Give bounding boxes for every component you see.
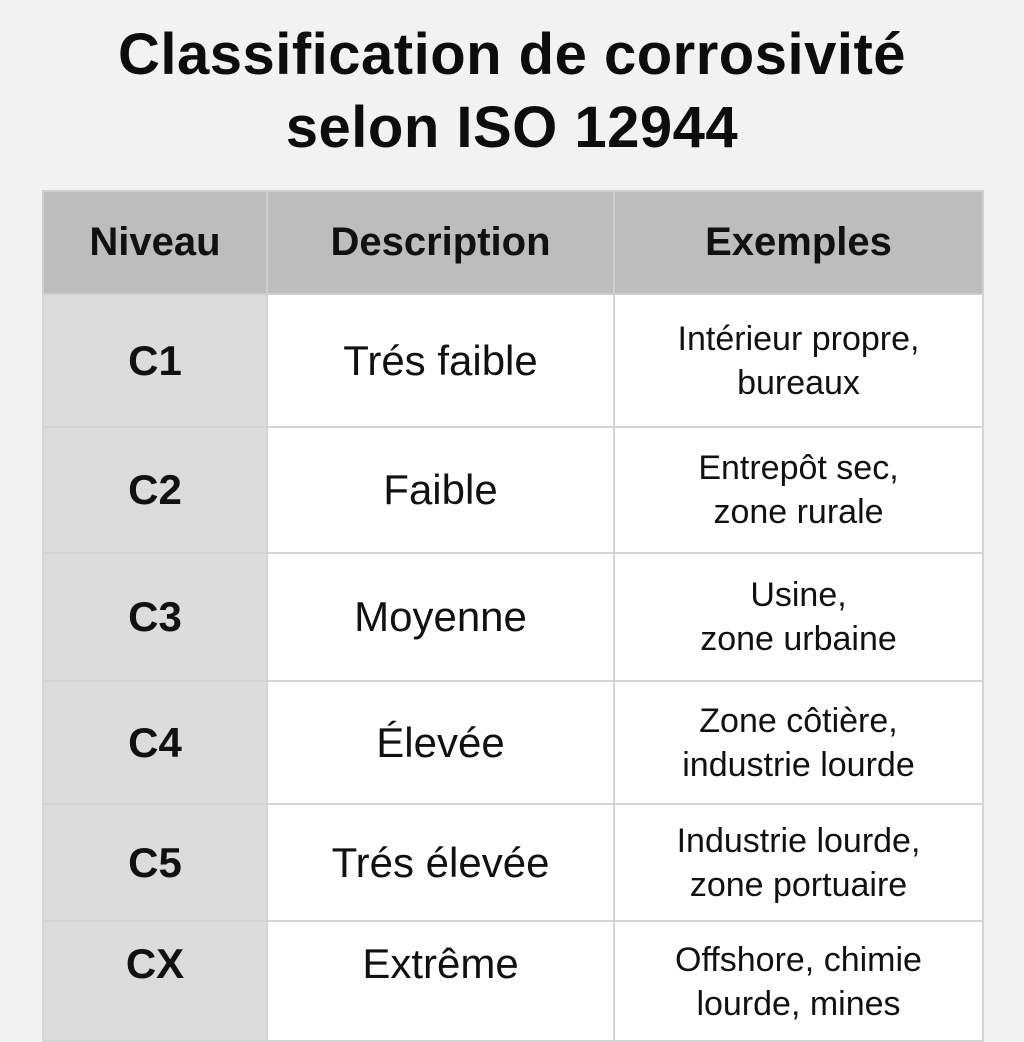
header-exemples: Exemples [614, 191, 983, 294]
table-row [43, 804, 983, 921]
description-cell: Extrême [267, 921, 614, 1041]
level-cell: C4 [43, 681, 267, 804]
table-row [43, 427, 983, 553]
level-cell: C3 [43, 553, 267, 681]
examples-line: Entrepôt sec, [698, 449, 899, 487]
level-cell: C2 [43, 427, 267, 553]
description-cell: Trés faible [267, 294, 614, 427]
examples-line: zone rurale [713, 493, 884, 531]
examples-line: zone urbaine [700, 620, 897, 658]
examples-line: lourde, mines [696, 985, 901, 1023]
header-description: Description [267, 191, 614, 294]
examples-cell [614, 427, 983, 553]
examples-line: bureaux [737, 363, 860, 402]
page-title [0, 18, 1024, 164]
level-cell: CX [43, 921, 267, 1041]
description-cell: Trés élevée [267, 804, 614, 921]
table-row [43, 294, 983, 427]
examples-cell [614, 553, 983, 681]
corrosivity-table [42, 190, 984, 1042]
table-header-row [43, 191, 983, 294]
table-row [43, 553, 983, 681]
examples-cell [614, 294, 983, 427]
examples-cell [614, 804, 983, 921]
examples-line: Industrie lourde, [676, 821, 921, 860]
title-line-2: selon ISO 12944 [285, 95, 739, 160]
description-cell: Moyenne [267, 553, 614, 681]
level-cell: C1 [43, 294, 267, 427]
examples-cell [614, 681, 983, 804]
examples-line: industrie lourde [682, 745, 915, 784]
table-row [43, 921, 983, 1041]
examples-cell [614, 921, 983, 1041]
level-cell: C5 [43, 804, 267, 921]
examples-line: zone portuaire [689, 865, 908, 904]
description-cell: Élevée [267, 681, 614, 804]
title-line-1: Classification de corrosivité [117, 22, 907, 87]
examples-line: Zone côtière, [699, 701, 898, 740]
header-niveau: Niveau [43, 191, 267, 294]
examples-line: Usine, [750, 576, 847, 614]
table-row [43, 681, 983, 804]
description-cell: Faible [267, 427, 614, 553]
examples-line: Intérieur propre, [677, 319, 920, 358]
examples-line: Offshore, chimie [675, 941, 922, 979]
